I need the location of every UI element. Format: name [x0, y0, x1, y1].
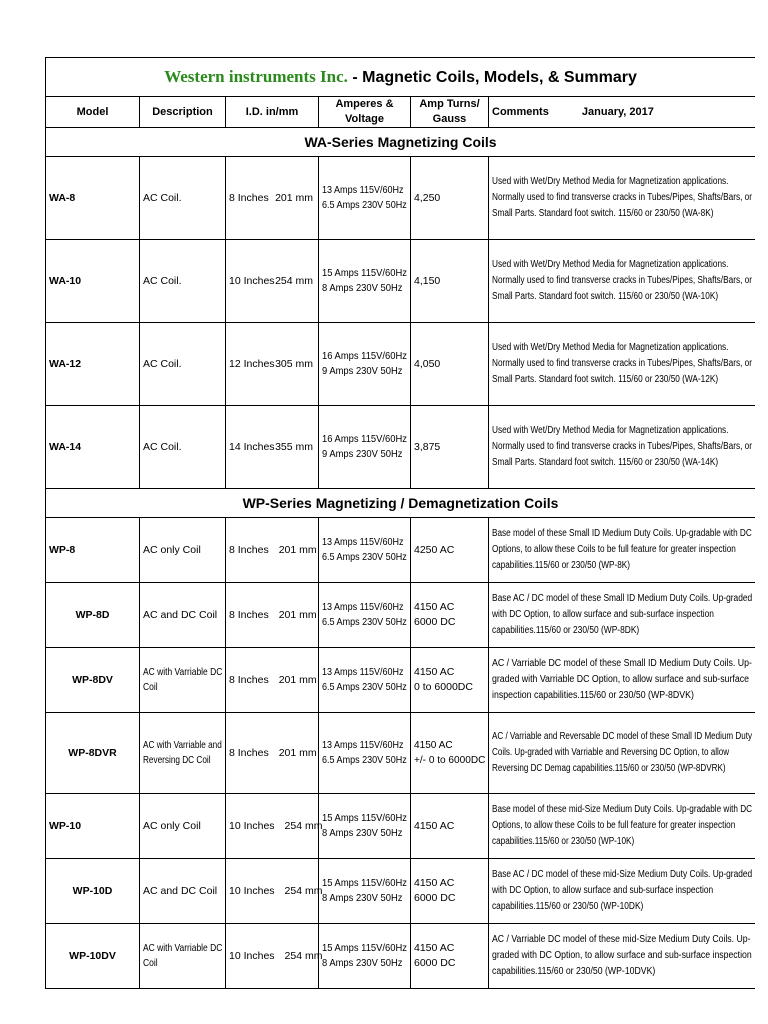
turns-line-1: 4150 AC [414, 942, 455, 954]
amps-line-1: 15 Amps 115V/60Hz [322, 877, 407, 889]
id-inches: 10 Inches [229, 884, 275, 897]
id-inches: 8 Inches [229, 746, 269, 759]
header-comments [489, 97, 756, 128]
turns-cell [411, 583, 489, 648]
description-line-2: Coil [143, 957, 158, 969]
id-inches: 12 Inches [229, 357, 275, 370]
table-row [46, 518, 756, 583]
model-cell [46, 648, 140, 713]
amps-line-1: 15 Amps 115V/60Hz [322, 267, 407, 279]
id-cell [226, 157, 319, 240]
turns-cell [411, 859, 489, 924]
turns-line-2: 6000 DC [414, 957, 456, 969]
amps-cell [319, 518, 411, 583]
turns-value: 4,050 [414, 357, 441, 370]
amps-line-1: 15 Amps 115V/60Hz [322, 812, 407, 824]
model-cell [46, 518, 140, 583]
wp-series-body [46, 518, 756, 989]
id-cell [226, 648, 319, 713]
description-cell [140, 583, 226, 648]
description-text: AC Coil. [143, 440, 182, 453]
title-row [46, 58, 756, 97]
amps-line-1: 16 Amps 115V/60Hz [322, 433, 407, 445]
spreadsheet [45, 57, 755, 1024]
id-cell [226, 794, 323, 859]
amps-cell [319, 713, 411, 794]
comment-line-1: Base model of these Small ID Medium Duty Coils. Up-gradable with DC [492, 528, 752, 539]
header-comments-label: Comments [492, 105, 549, 118]
comment-cell [489, 648, 756, 713]
description-line-1: AC and DC Coil [143, 884, 218, 897]
comment-line-1: Used with Wet/Dry Method Media for Magnetization applications. [492, 176, 729, 187]
table-row [46, 583, 756, 648]
amps-cell [319, 406, 411, 489]
description-cell [140, 518, 226, 583]
amps-line-1: 15 Amps 115V/60Hz [322, 942, 407, 954]
id-cell [226, 924, 323, 989]
table-row [46, 157, 756, 240]
id-mm: 254 mm [284, 884, 323, 897]
amps-line-1: 13 Amps 115V/60Hz [322, 184, 404, 196]
comment-cell [489, 713, 756, 794]
description-line-2: Reversing DC Coil [143, 754, 211, 766]
description-line-1: AC and DC Coil [143, 608, 218, 621]
description-cell [140, 157, 226, 240]
turns-cell [411, 924, 489, 989]
comment-cell [489, 518, 756, 583]
description-cell [140, 406, 226, 489]
model-name: WA-10 [49, 274, 82, 287]
id-mm: 201 mm [278, 543, 317, 556]
section-wp-title: WP-Series Magnetizing / Demagnetization Coils [46, 489, 756, 518]
comment-line-1: Base AC / DC model of these Small ID Medium Duty Coils. Up-graded [492, 593, 753, 604]
wa-series-body [46, 157, 756, 489]
description-line-1: AC only Coil [143, 819, 201, 832]
model-cell [46, 406, 140, 489]
id-mm: 254 mm [284, 949, 323, 962]
description-line-2: Coil [143, 681, 158, 693]
model-name: WP-10 [49, 819, 82, 832]
model-cell [46, 323, 140, 406]
description-line-1: AC only Coil [143, 543, 201, 556]
amps-line-1: 16 Amps 115V/60Hz [322, 350, 407, 362]
comment-line-2: graded with DC Option, to allow surface and sub-surface inspection [492, 950, 752, 961]
comment-line-1: Base model of these mid-Size Medium Duty Coils. Up-gradable with DC [492, 804, 753, 815]
amps-line-2: 8 Amps 230V 50Hz [322, 957, 403, 969]
section-wp-row [46, 489, 756, 518]
header-turns: Amp Turns/ Gauss [411, 97, 489, 128]
amps-line-2: 9 Amps 230V 50Hz [322, 365, 403, 377]
amps-cell [319, 859, 411, 924]
description-text: AC Coil. [143, 357, 182, 370]
table-row [46, 924, 756, 989]
comment-line-3: capabilities.115/60 or 230/50 (WP-8K) [492, 560, 630, 571]
amps-cell [319, 794, 411, 859]
comment-line-2: Normally used to find transverse cracks in Tubes/Pipes, Shafts/Bars, or [492, 192, 752, 203]
comment-line-2: Options, to allow these Coils to be full feature for greater inspection [492, 544, 736, 555]
amps-line-2: 6.5 Amps 230V 50Hz [322, 199, 407, 211]
amps-cell [319, 583, 411, 648]
comment-cell [489, 157, 756, 240]
description-cell [140, 323, 226, 406]
id-cell [226, 240, 319, 323]
turns-line-1: 4250 AC [414, 543, 455, 556]
turns-cell [411, 713, 489, 794]
amps-line-1: 13 Amps 115V/60Hz [322, 601, 404, 613]
turns-line-2: 0 to 6000DC [414, 681, 473, 693]
model-cell [46, 240, 140, 323]
section-wa-title: WA-Series Magnetizing Coils [46, 128, 756, 157]
description-text: AC Coil. [143, 274, 182, 287]
comment-line-3: inspection capabilities.115/60 or 230/50 (WP-8DVK) [492, 690, 694, 701]
comment-line-2: Normally used to find transverse cracks in Tubes/Pipes, Shafts/Bars, or [492, 441, 752, 452]
id-cell [226, 859, 323, 924]
comment-line-1: Used with Wet/Dry Method Media for Magnetization applications. [492, 425, 729, 436]
comment-line-2: Normally used to find transverse cracks in Tubes/Pipes, Shafts/Bars, or [492, 275, 752, 286]
turns-line-1: 4150 AC [414, 877, 455, 889]
turns-line-1: 4150 AC [414, 819, 455, 832]
comment-line-1: AC / Varriable DC model of these Small ID Medium Duty Coils. Up- [492, 658, 752, 669]
comment-line-3: Reversing DC Demag capabilities.115/60 or 230/50 (WP-8DVRK) [492, 763, 726, 774]
comment-line-2: graded with Varriable DC Option, to allow surface and sub-surface [492, 674, 750, 685]
amps-line-2: 6.5 Amps 230V 50Hz [322, 551, 407, 563]
id-mm: 201 mm [278, 673, 317, 686]
comment-cell [489, 794, 756, 859]
comment-cell [489, 323, 756, 406]
model-cell [46, 583, 140, 648]
table-row [46, 713, 756, 794]
amps-line-1: 13 Amps 115V/60Hz [322, 666, 404, 678]
id-mm: 305 mm [275, 357, 313, 370]
amps-line-2: 6.5 Amps 230V 50Hz [322, 616, 407, 628]
comment-line-2: Options, to allow these Coils to be full feature for greater inspection [492, 820, 736, 831]
page-title [46, 58, 756, 97]
comment-line-1: AC / Varriable and Reversable DC model of these Small ID Medium Duty [492, 731, 752, 742]
amps-line-2: 6.5 Amps 230V 50Hz [322, 681, 407, 693]
id-mm: 355 mm [275, 440, 313, 453]
header-description: Description [140, 97, 226, 128]
turns-cell [411, 323, 489, 406]
header-row [46, 97, 756, 128]
company-brand: Western instruments Inc. [164, 67, 348, 86]
description-cell [140, 713, 226, 794]
model-cell [46, 713, 140, 794]
turns-line-2: 6000 DC [414, 892, 456, 904]
comment-line-2: with DC Option, to allow surface and sub-surface inspection [492, 885, 714, 896]
coil-summary-table [45, 57, 755, 989]
turns-cell [411, 648, 489, 713]
turns-cell [411, 518, 489, 583]
section-wa-row [46, 128, 756, 157]
model-cell [46, 859, 140, 924]
turns-cell [411, 406, 489, 489]
id-mm: 254 mm [284, 819, 323, 832]
model-cell [46, 157, 140, 240]
turns-line-1: 4150 AC [414, 739, 453, 751]
amps-cell [319, 924, 411, 989]
table-row [46, 406, 756, 489]
amps-cell [319, 648, 411, 713]
description-cell [140, 924, 226, 989]
table-row [46, 240, 756, 323]
table-row [46, 859, 756, 924]
model-name: WP-8D [75, 608, 110, 621]
description-line-1: AC with Varriable and [143, 739, 222, 751]
id-inches: 10 Inches [229, 274, 275, 287]
comment-line-2: Coils. Up-graded with Varriable and Reversing DC Option, to allow [492, 747, 730, 758]
header-date: January, 2017 [581, 105, 654, 118]
comment-line-3: Small Parts. Standard foot switch. 115/60 or 230/50 (WA-8K) [492, 208, 714, 219]
comment-line-3: capabilities.115/60 or 230/50 (WP-8DK) [492, 625, 640, 636]
comment-line-1: Used with Wet/Dry Method Media for Magnetization applications. [492, 259, 729, 270]
description-cell [140, 859, 226, 924]
id-mm: 254 mm [275, 274, 313, 287]
turns-value: 3,875 [414, 440, 441, 453]
id-cell [226, 518, 319, 583]
model-name: WA-8 [49, 191, 76, 204]
comment-line-3: Small Parts. Standard foot switch. 115/60 or 230/50 (WA-12K) [492, 374, 719, 385]
comment-line-1: Used with Wet/Dry Method Media for Magnetization applications. [492, 342, 729, 353]
amps-line-2: 8 Amps 230V 50Hz [322, 892, 403, 904]
comment-line-2: Normally used to find transverse cracks in Tubes/Pipes, Shafts/Bars, or [492, 358, 752, 369]
model-name: WP-10D [72, 884, 113, 897]
model-name: WP-10DV [69, 949, 116, 962]
model-name: WP-8 [49, 543, 76, 556]
amps-line-1: 13 Amps 115V/60Hz [322, 536, 404, 548]
comment-line-3: Small Parts. Standard foot switch. 115/60 or 230/50 (WA-10K) [492, 291, 719, 302]
amps-cell [319, 157, 411, 240]
id-inches: 10 Inches [229, 949, 275, 962]
title-text: - Magnetic Coils, Models, & Summary [352, 69, 637, 86]
turns-cell [411, 794, 489, 859]
comment-cell [489, 859, 756, 924]
amps-line-2: 9 Amps 230V 50Hz [322, 448, 403, 460]
turns-line-2: 6000 DC [414, 616, 456, 628]
id-cell [226, 323, 319, 406]
model-cell [46, 794, 140, 859]
model-cell [46, 924, 140, 989]
id-cell [226, 583, 319, 648]
amps-line-1: 13 Amps 115V/60Hz [322, 739, 404, 751]
id-inches: 10 Inches [229, 819, 275, 832]
header-model: Model [46, 97, 140, 128]
amps-line-2: 6.5 Amps 230V 50Hz [322, 754, 407, 766]
model-name: WA-14 [49, 440, 82, 453]
id-inches: 8 Inches [229, 673, 269, 686]
comment-line-3: capabilities.115/60 or 230/50 (WP-10DK) [492, 901, 644, 912]
turns-cell [411, 240, 489, 323]
id-cell [226, 713, 319, 794]
description-cell [140, 240, 226, 323]
model-name: WP-8DVR [68, 746, 117, 759]
model-name: WP-8DV [72, 673, 113, 686]
comment-cell [489, 924, 756, 989]
description-line-1: AC with Varriable DC [143, 666, 223, 678]
comment-cell [489, 240, 756, 323]
description-text: AC Coil. [143, 191, 182, 204]
id-mm: 201 mm [278, 608, 317, 621]
comment-line-3: capabilities.115/60 or 230/50 (WP-10K) [492, 836, 635, 847]
turns-line-1: 4150 AC [414, 601, 455, 613]
amps-cell [319, 240, 411, 323]
turns-value: 4,250 [414, 191, 441, 204]
description-cell [140, 648, 226, 713]
comment-line-1: AC / Varriable DC model of these mid-Size Medium Duty Coils. Up- [492, 934, 751, 945]
table-row [46, 323, 756, 406]
comment-line-3: capabilities.115/60 or 230/50 (WP-10DVK) [492, 966, 656, 977]
id-inches: 14 Inches [229, 440, 275, 453]
amps-line-2: 8 Amps 230V 50Hz [322, 282, 403, 294]
id-inches: 8 Inches [229, 608, 269, 621]
model-name: WA-12 [49, 357, 82, 370]
comment-line-3: Small Parts. Standard foot switch. 115/60 or 230/50 (WA-14K) [492, 457, 719, 468]
header-amps: Amperes & Voltage [319, 97, 411, 128]
description-line-1: AC with Varriable DC [143, 942, 223, 954]
turns-line-2: +/- 0 to 6000DC [414, 754, 486, 766]
id-mm: 201 mm [278, 746, 317, 759]
comment-line-1: Base AC / DC model of these mid-Size Medium Duty Coils. Up-graded [492, 869, 753, 880]
id-inches: 8 Inches [229, 543, 269, 556]
comment-line-2: with DC Option, to allow surface and sub-surface inspection [492, 609, 714, 620]
amps-line-2: 8 Amps 230V 50Hz [322, 827, 403, 839]
table-row [46, 794, 756, 859]
turns-value: 4,150 [414, 274, 441, 287]
id-cell [226, 406, 319, 489]
comment-cell [489, 583, 756, 648]
header-id: I.D. in/mm [226, 97, 319, 128]
amps-cell [319, 323, 411, 406]
id-inches: 8 Inches [229, 191, 269, 204]
comment-cell [489, 406, 756, 489]
turns-line-1: 4150 AC [414, 666, 455, 678]
turns-cell [411, 157, 489, 240]
id-mm: 201 mm [275, 191, 313, 204]
table-row [46, 648, 756, 713]
description-cell [140, 794, 226, 859]
